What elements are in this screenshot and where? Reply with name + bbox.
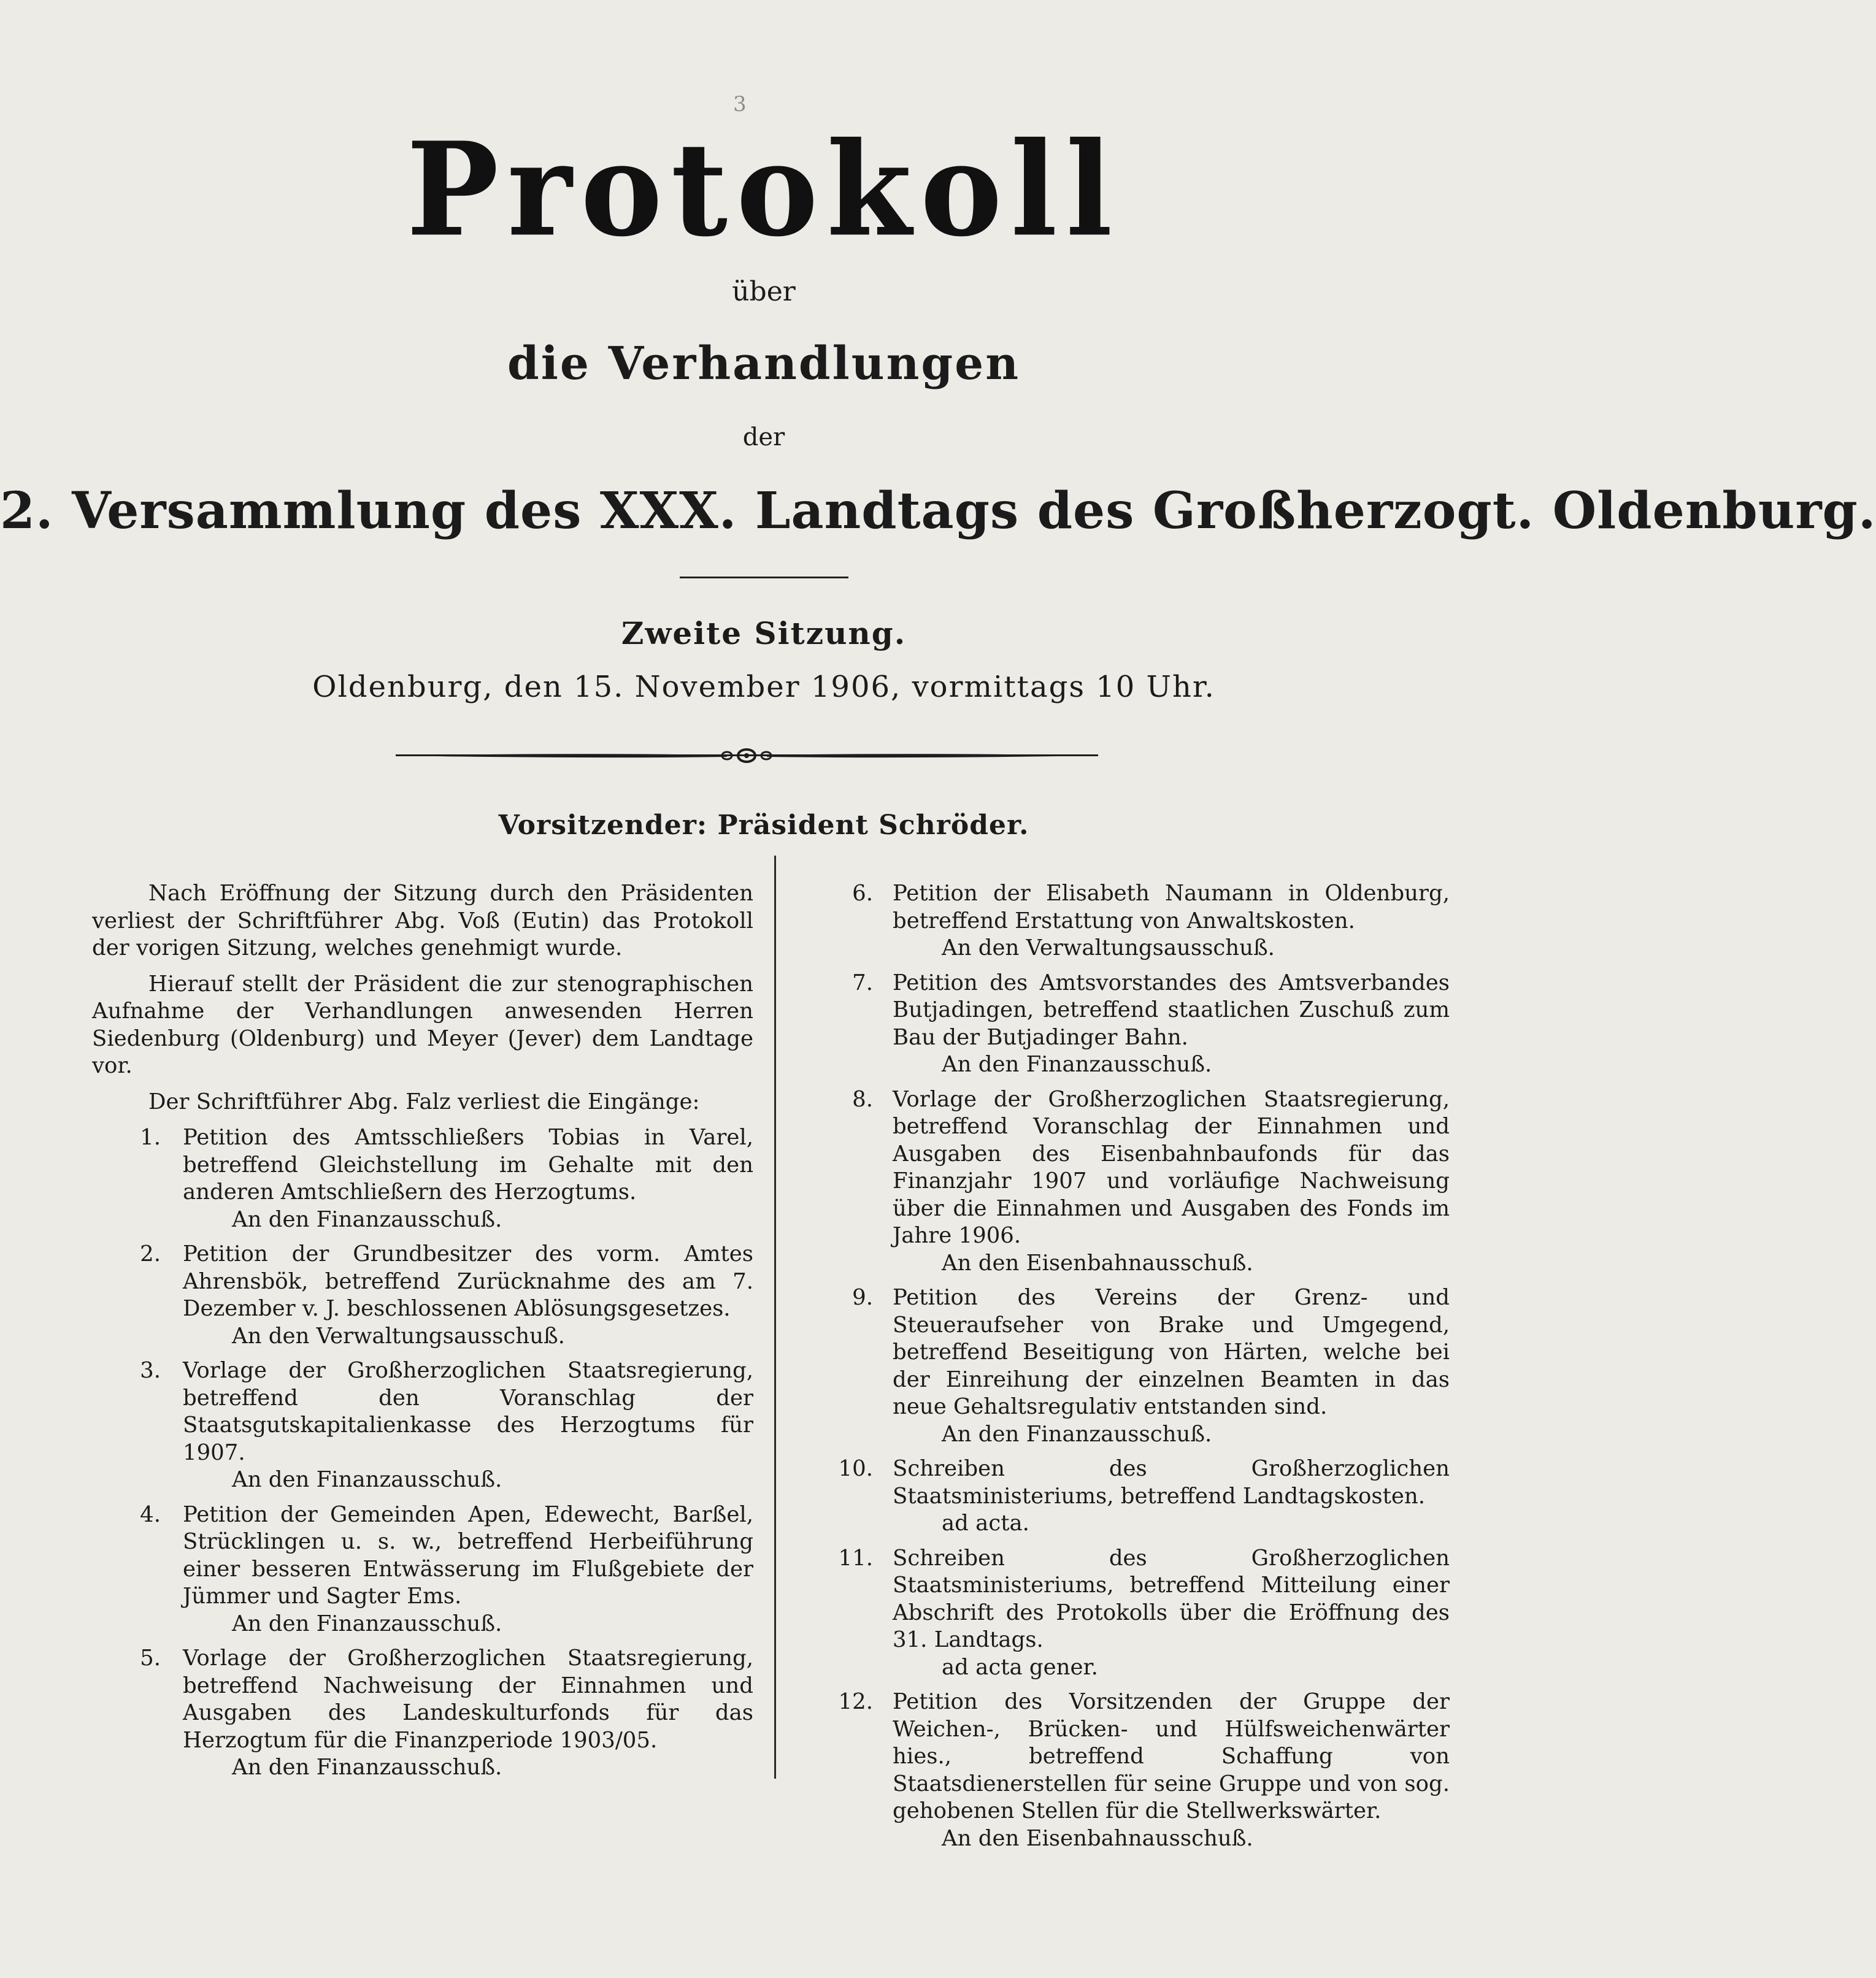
item-number: 3. bbox=[140, 1358, 161, 1383]
item-number: 5. bbox=[140, 1646, 161, 1671]
list-item bbox=[801, 1689, 1450, 1852]
item-number: 7. bbox=[852, 970, 873, 995]
date-line: Oldenburg, den 15. November 1906, vormittags 10 Uhr. bbox=[312, 670, 1215, 704]
item-text: Schreiben des Großherzoglichen Staatsministeriums, betreffend Landtagskosten. bbox=[893, 1456, 1450, 1509]
item-text: Vorlage der Großherzoglichen Staatsregierung, betreffend Voranschlag der Einnahmen und Ausgaben des Eisenbahnbaufonds für das Finanzjahr 1907 und vorläufige Nachweisung über die Einnahmen und Ausgaben des Fonds im Jahre 1906. bbox=[893, 1086, 1450, 1248]
item-number: 11. bbox=[838, 1545, 873, 1571]
list-item bbox=[92, 1501, 753, 1638]
left-column bbox=[92, 880, 753, 1789]
item-number: 10. bbox=[838, 1456, 873, 1481]
item-number: 8. bbox=[852, 1086, 873, 1112]
item-referral: An den Finanzausschuß. bbox=[232, 1467, 502, 1492]
list-item bbox=[92, 1357, 753, 1494]
item-text: Petition der Elisabeth Naumann in Oldenburg, betreffend Erstattung von Anwaltskosten. bbox=[893, 881, 1450, 933]
item-text: Petition des Vereins der Grenz- und Steueraufseher von Brake und Umgegend, betreffend Beseitigung von Härten, welche bei der Einreihung der einzelnen Beamten in das neue Gehaltsregulativ entstanden sind. bbox=[893, 1285, 1450, 1419]
paragraph: Hierauf stellt der Präsident die zur stenographischen Aufnahme der Verhandlungen anwesenden Herren Siedenburg (Oldenburg) und Meyer (Jever) dem Landtage vor. bbox=[92, 971, 753, 1078]
item-text: Vorlage der Großherzoglichen Staatsregierung, betreffend Nachweisung der Einnahmen und Ausgaben des Landeskulturfonds für das Herzogtum für die Finanzperiode 1903/05. bbox=[183, 1646, 753, 1753]
item-referral: An den Finanzausschuß. bbox=[232, 1755, 502, 1780]
item-referral: ad acta. bbox=[942, 1511, 1029, 1536]
item-number: 9. bbox=[852, 1285, 873, 1310]
item-number: 6. bbox=[852, 881, 873, 906]
paragraph: Nach Eröffnung der Sitzung durch den Präsidenten verliest der Schriftführer Abg. Voß (Eutin) das Protokoll der vorigen Sitzung, welches genehmigt wurde. bbox=[92, 881, 753, 960]
paragraph: Der Schriftführer Abg. Falz verliest die Eingänge: bbox=[148, 1089, 700, 1114]
page-number: 3 bbox=[733, 92, 747, 117]
item-number: 2. bbox=[140, 1241, 161, 1267]
list-item bbox=[801, 1545, 1450, 1682]
item-number: 4. bbox=[140, 1501, 161, 1527]
item-text: Petition der Gemeinden Apen, Edewecht, Barßel, Strücklingen u. s. w., betreffend Herbeiführung einer besseren Entwässerung im Flußgebiete der Jümmer und Sagter Ems. bbox=[183, 1501, 753, 1609]
item-referral: An den Finanzausschuß. bbox=[232, 1611, 502, 1636]
list-item bbox=[92, 1124, 753, 1233]
list-item bbox=[801, 1086, 1450, 1278]
short-divider bbox=[680, 577, 848, 578]
item-referral: An den Verwaltungsausschuß. bbox=[232, 1323, 565, 1349]
item-text: Petition der Grundbesitzer des vorm. Amtes Ahrensbök, betreffend Zurücknahme des am 7. Dezember v. J. beschlossenen Ablösungsgesetzes. bbox=[183, 1241, 753, 1321]
right-column bbox=[801, 880, 1450, 1860]
item-referral: An den Finanzausschuß. bbox=[942, 1052, 1212, 1077]
list-item bbox=[801, 970, 1450, 1079]
subtitle-line-2: die Verhandlungen bbox=[507, 337, 1021, 390]
item-number: 12. bbox=[838, 1689, 873, 1714]
ornamental-divider bbox=[396, 740, 1098, 771]
list-item bbox=[801, 1455, 1450, 1538]
subtitle-line-1: über bbox=[732, 276, 796, 307]
item-referral: ad acta gener. bbox=[942, 1654, 1098, 1680]
subtitle-line-3: der bbox=[742, 423, 785, 451]
document-title: Protokoll bbox=[406, 114, 1121, 266]
item-referral: An den Eisenbahnausschuß. bbox=[942, 1825, 1253, 1851]
assembly-heading: 2. Versammlung des XXX. Landtags des Großherzogt. Oldenburg. bbox=[0, 481, 1876, 540]
item-referral: An den Verwaltungsausschuß. bbox=[942, 935, 1275, 960]
list-item bbox=[92, 1241, 753, 1350]
item-text: Petition des Vorsitzenden der Gruppe der Weichen-, Brücken- und Hülfsweichenwärter hies., betreffend Schaffung von Staatsdienerstellen für seine Gruppe und von sog. gehobenen Stellen für die Stellwerkswärter. bbox=[893, 1689, 1450, 1823]
item-number: 1. bbox=[140, 1125, 161, 1150]
chair-line: Vorsitzender: Präsident Schröder. bbox=[498, 810, 1029, 841]
item-text: Schreiben des Großherzoglichen Staatsministeriums, betreffend Mitteilung einer Abschrift des Protokolls über die Eröffnung des 31. Landtags. bbox=[893, 1545, 1450, 1652]
item-text: Petition des Amtsschließers Tobias in Varel, betreffend Gleichstellung im Gehalte mit den anderen Amtschließern des Herzogtums. bbox=[183, 1125, 753, 1205]
item-referral: An den Finanzausschuß. bbox=[232, 1206, 502, 1232]
list-item bbox=[801, 880, 1450, 962]
column-divider bbox=[774, 856, 776, 1779]
item-text: Vorlage der Großherzoglichen Staatsregierung, betreffend den Voranschlag der Staatsgutskapitalienkasse des Herzogtums für 1907. bbox=[183, 1358, 753, 1465]
item-referral: An den Finanzausschuß. bbox=[942, 1421, 1212, 1447]
list-item bbox=[801, 1284, 1450, 1448]
session-heading: Zweite Sitzung. bbox=[621, 615, 907, 651]
item-text: Petition des Amtsvorstandes des Amtsverbandes Butjadingen, betreffend staatlichen Zuschuß zum Bau der Butjadinger Bahn. bbox=[893, 970, 1450, 1050]
item-referral: An den Eisenbahnausschuß. bbox=[942, 1250, 1253, 1276]
list-item bbox=[92, 1645, 753, 1782]
